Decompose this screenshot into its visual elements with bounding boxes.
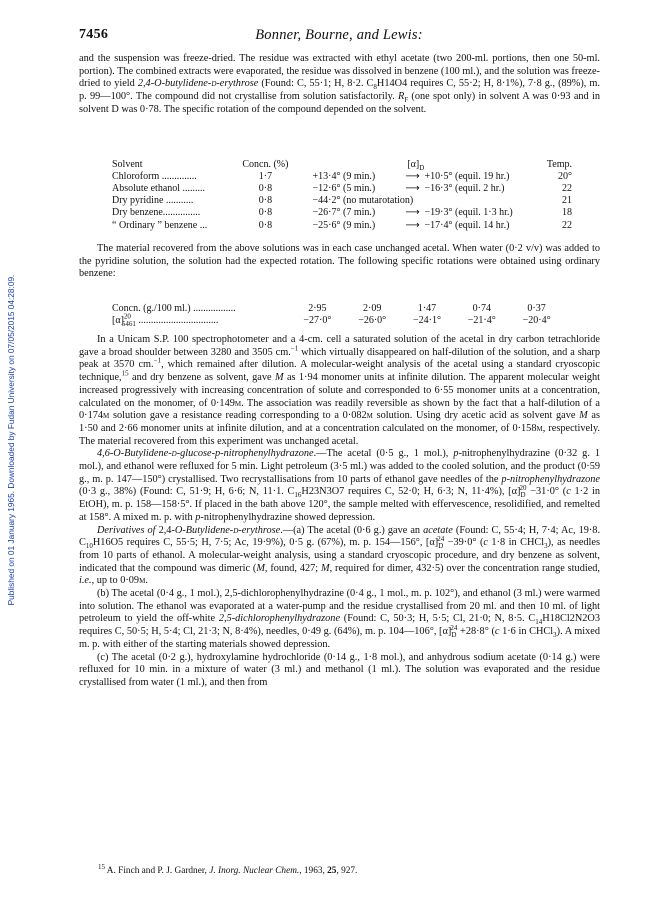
concn-cell: 0·8 — [258, 182, 273, 194]
temp-cell: 20° — [558, 170, 572, 182]
solvent-cell: Dry benzene............... — [112, 207, 201, 219]
running-title: Bonner, Bourne, and Lewis: — [255, 27, 423, 43]
solvent-cell: Chloroform .............. — [112, 170, 197, 182]
table-row — [108, 207, 574, 219]
final-rotation: −16·3° (equil. 2 hr.) — [424, 182, 505, 194]
mid-paragraph — [79, 243, 600, 281]
initial-rotation: −12·6° (5 min.) — [312, 182, 376, 194]
header-rotation: $[\alpha]_D$ — [407, 158, 425, 172]
initial-rotation: +13·4° (9 min.) — [312, 170, 376, 182]
table-cell: −26·0° — [358, 315, 387, 327]
temp-cell: 21 — [562, 195, 572, 207]
rotation-cell — [301, 182, 532, 194]
temp-cell: 22 — [562, 219, 572, 231]
final-rotation: +10·5° (equil. 19 hr.) — [424, 170, 510, 182]
table-cell: −27·0° — [303, 315, 332, 327]
row-label-leader: ................................ — [138, 315, 219, 327]
header-concn: Concn. (%) — [242, 158, 289, 170]
row-label: $[\alpha]^{20}_{5461}$ ................................ — [112, 312, 219, 329]
initial-rotation: −26·7° (7 min.) — [312, 207, 376, 219]
table-cell: 0·37 — [527, 302, 546, 314]
table-row — [108, 170, 574, 182]
footnote: $^{15}$ A. Finch and P. J. Gardner, J. Inorg. Nuclear Chem., 1963, 25, 927. — [98, 862, 358, 876]
intro-paragraph — [79, 53, 600, 117]
rotation-table — [108, 158, 574, 231]
row-label: Concn. (g./100 ml.) ................. — [112, 302, 236, 314]
concn-cell: 0·8 — [258, 207, 273, 219]
paragraph: and the suspension was freeze-dried. The residue was extracted with ethyl acetate (two 200-ml. portions, then one 50-ml. portion). The combined extracts were evaporated, the residue was dissolved in benzene (100 ml.), and the solution was freeze-dried to yield 2,4-O-butylidene-d-erythrose (Found: C, 55·1; H, 8·2. $C_8H14O4$ requires C, 55·2; H, 8·1%), 7·8 g., (89%), m. p. 99—100°. The compound did not crystallise from solution satisfactorily. $R_F$ (one spot only) in solvent A was 0·93 and in solvent D was 0·78. The specific rotation of the compound depended on the solvent. — [79, 53, 600, 115]
main-body — [79, 334, 600, 690]
table-cell: −21·4° — [467, 315, 496, 327]
arrow-icon: ⟶ — [405, 182, 420, 194]
final-rotation: −19·3° (equil. 1·3 hr.) — [424, 207, 513, 219]
paragraph: In a Unicam S.P. 100 spectrophotometer and a 4-cm. cell a saturated solution of the acetal in dry carbon tetrachloride gave a broad shoulder between 3280 and 3505 cm.$^{-1}$ which virtually disappeared on half-dilution of the solution, and a sharp peak at 3570 cm.$^{-1}$, which remained after dilution. A molecular-weight analysis of the acetal using a standard cryoscopic technique,$^{15}$ and dry benzene as solvent, gave M as 1·94 monomer units at infinite dilution. The apparent molecular weight increased progressively with increasing concentration of solute and corresponded to 6·55 monomer units at a concentration, calculated on the monomer, of 0·149m. The association was readily reversible as shown by the fact that a half-dilution of a 0·174m solution gave a resistance reading corresponding to a 0·082m solution. Using dry acetic acid as solvent gave M as 1·50 and 2·66 monomer units at infinite dilution, and at a concentration calculated on the monomer, of 0·158m, respectively. The material recovered from this experiment was unchanged acetal. — [79, 334, 600, 447]
table-row — [112, 315, 564, 328]
paragraph: (c) The acetal (0·2 g.), hydroxylamine hydrochloride (0·14 g., 1·8 mol.), and anhydrous sodium acetate (0·14 g.) were refluxed for 10 min. in a mixture of water (3 ml.) and methanol (1 ml.). The solution was evaporated and the residue crystallised from water (1 ml.), and then from — [79, 651, 600, 688]
rotation-cell — [301, 219, 532, 231]
solvent-cell: “ Ordinary ” benzene ... — [112, 219, 208, 231]
table-row — [108, 182, 574, 194]
paragraph: 4,6-O-Butylidene-d-glucose-p-nitrophenylhydrazone.—The acetal (0·5 g., 1 mol.), p-nitrophenylhydrazine (0·32 g. 1 mol.), and ethanol were refluxed for 5 min. Light petroleum (3·5 ml.) was added to the cooled solution, and the product (0·59 g., m. p. 147—150°) crystallised. Two recrystallisations from 10 parts of ethanol gave needles of the p-nitrophenylhydrazone (0·3 g., 38%) (Found: C, 51·9; H, 6·6; N, 11·1. $C_{16}H23N3O7$ requires C, 52·0; H, 6·3; N, 11·4%), $[\alpha]_D^{20} -31\cdot 0^\circ$ (c 1·2 in EtOH), m. p. 158—158·5°. If placed in the bath above 120°, the sample melted with effervescence, resolidified, and remelted at 158°. A mixed m. p. with p-nitrophenylhydrazine showed depression. — [79, 448, 600, 523]
final-rotation: −17·4° (equil. 14 hr.) — [424, 219, 510, 231]
paragraph: The material recovered from the above solutions was in each case unchanged acetal. When water (0·2 v/v) was added to the pyridine solution, the solution had the expected rotation. The following specific rotations were obtained using ordinary benzene: — [79, 243, 600, 280]
table-cell: −24·1° — [413, 315, 441, 327]
rotation-table-body — [108, 170, 574, 231]
table-cell: 1·47 — [417, 302, 437, 314]
initial-rotation: −44·2° (no mutarotation) — [312, 195, 414, 207]
paragraph: Derivatives of 2,4-O-Butylidene-d-erythrose.—(a) The acetal (0·6 g.) gave an acetate (Found: C, 55·4; H, 7·4; Ac, 19·8. $C_{10}H16O5$ requires C, 55·5; H, 7·5; Ac, 19·9%), 0·5 g. (67%), m. p. 154—156°, $[\alpha]_D^{24} -39\cdot 0^\circ$ (c 1·8 in CHCl$_3$), as needles from 10 parts of ethanol. A molecular-weight analysis, using a standard cryoscopic procedure, and dry benzene as solvent, indicated that the compound was dimeric (M, found, 427; M, required for dimer, 432·5) over the concentration range studied, i.e., up to 0·09m. — [79, 524, 601, 587]
arrow-icon: ⟶ — [405, 219, 420, 231]
header-solvent: Solvent — [112, 158, 143, 170]
table-cell: 0·74 — [472, 302, 491, 314]
arrow-icon: ⟶ — [405, 207, 420, 219]
concn-cell: 0·8 — [258, 195, 273, 207]
concn-cell: 1·7 — [258, 170, 273, 182]
table-row — [112, 302, 564, 315]
table-cell: −20·4° — [522, 315, 551, 327]
rotation-cell — [301, 207, 532, 219]
paragraph: (b) The acetal (0·4 g., 1 mol.), 2,5-dichlorophenylhydrazine (0·4 g., 1 mol., m. p. 102°), and ethanol (3 ml.) were warmed into solution. The ethanol was evaporated at a water-pump and the residue crystallised from 20 ml. and then 10 ml. of light petroleum to yield the off-white 2,5-dichlorophenylhydrazone (Found: C, 50·3; H, 5·5; Cl, 21·0; N, 8·5. $C_{14}H18Cl2N2O3$ requires C, 50·5; H, 5·4; Cl, 21·3; N, 8·4%), needles, 0·49 g. (64%), m. p. 104—106°, $[\alpha]_D^{24} +28\cdot 8^\circ$ (c 1·6 in CHCl$_3$). A mixed m. p. with either of the starting materials showed depression. — [79, 588, 601, 650]
solvent-cell: Dry pyridine ........... — [112, 195, 194, 207]
table-row — [108, 195, 574, 207]
publication-side-note — [4, 120, 18, 760]
temp-cell: 18 — [562, 207, 572, 219]
initial-rotation: −25·6° (9 min.) — [312, 219, 376, 231]
table-cell: 2·09 — [363, 302, 382, 314]
table-cell: 2·95 — [308, 302, 327, 314]
table-row — [108, 219, 574, 231]
temp-cell: 22 — [562, 182, 572, 194]
rotation-cell — [301, 170, 532, 182]
header-temp: Temp. — [546, 158, 572, 170]
page-number: 7456 — [79, 27, 109, 42]
arrow-icon: ⟶ — [405, 170, 420, 182]
side-note-text: Published on 01 January 1965. Downloaded by Fudan University on 07/05/2015 04:28:09. — [6, 274, 16, 606]
benzene-rotation-table — [112, 302, 564, 327]
rotation-cell — [301, 195, 532, 207]
solvent-cell: Absolute ethanol ......... — [112, 182, 206, 194]
table-header-row — [108, 158, 574, 170]
page-header — [79, 27, 599, 45]
concn-cell: 0·8 — [258, 219, 273, 231]
